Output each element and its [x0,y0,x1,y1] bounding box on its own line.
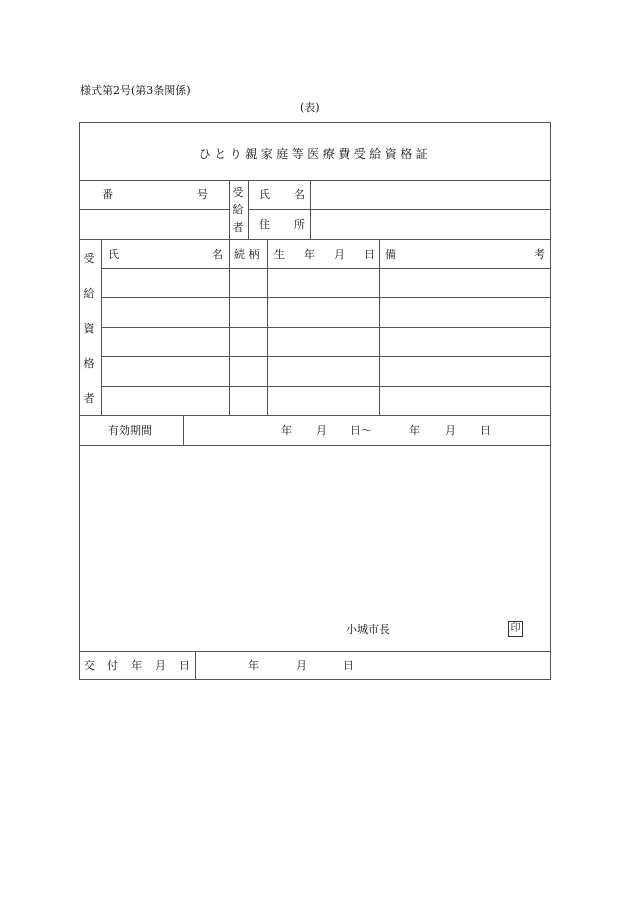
validity-from-year: 年 [281,424,292,437]
eligible-birthdate-field[interactable] [268,328,379,356]
eligible-relationship-field[interactable] [230,269,267,297]
issue-date-label-part: 月 [155,659,166,672]
eligible-name-field[interactable] [102,298,229,327]
row-line [79,651,551,652]
validity-to-month: 月 [445,424,456,437]
header-relationship: 続 柄 [234,248,260,261]
issue-date-month: 月 [296,659,307,672]
eligible-remarks-field[interactable] [380,387,550,415]
row-line [79,239,551,240]
validity-to-day: 日 [480,424,491,437]
recipient-address-field[interactable] [311,210,550,239]
eligible-birthdate-field[interactable] [268,357,379,386]
recipient-address-label-start: 住 [259,218,270,231]
validity-to-year: 年 [409,424,420,437]
eligible-name-field[interactable] [102,328,229,356]
header-name-end: 名 [212,248,223,261]
form-number-label: 様式第2号(第3条関係) [80,84,191,97]
eligible-remarks-field[interactable] [380,269,550,297]
frame-left-line [79,122,80,680]
col-line [229,180,230,239]
header-name-start: 氏 [108,248,119,261]
header-remarks-end: 考 [534,248,545,261]
eligible-relationship-field[interactable] [230,298,267,327]
validity-from-month: 月 [316,424,327,437]
eligible-remarks-field[interactable] [380,328,550,356]
number-label-start: 番 [102,188,113,201]
frame-top-line [79,122,551,123]
eligible-group-label: 資 [83,322,95,335]
validity-period-label: 有効期間 [108,424,152,437]
eligible-birthdate-field[interactable] [268,387,379,415]
eligible-name-field[interactable] [102,269,229,297]
eligible-group-label: 受 [83,252,95,265]
header-remarks-start: 備 [385,248,396,261]
row-line [79,445,551,446]
col-line [183,415,184,445]
frame-bottom-line [79,679,551,680]
issuer-name: 小城市長 [346,623,390,636]
eligible-relationship-field[interactable] [230,328,267,356]
eligible-relationship-field[interactable] [230,387,267,415]
eligible-relationship-field[interactable] [230,357,267,386]
eligible-remarks-field[interactable] [380,357,550,386]
recipient-name-field[interactable] [311,181,550,209]
certificate-title: ひとり親家庭等医療費受給資格証 [198,147,432,161]
header-birthdate-part: 年 [304,248,315,261]
recipient-name-label-start: 氏 [259,188,270,201]
validity-from-day: 日〜 [350,424,372,437]
recipient-group-label: 給 [232,203,244,216]
eligible-group-label: 格 [83,357,95,370]
eligible-birthdate-field[interactable] [268,269,379,297]
issue-date-label-part: 付 [107,659,118,672]
eligible-remarks-field[interactable] [380,298,550,327]
recipient-group-label: 者 [232,221,244,234]
header-birthdate-part: 生 [274,248,285,261]
number-value-field[interactable] [80,210,229,239]
header-birthdate-part: 日 [364,248,375,261]
frame-right-line [550,122,551,680]
issue-date-year: 年 [248,659,259,672]
eligible-birthdate-field[interactable] [268,298,379,327]
header-birthdate-part: 月 [334,248,345,261]
eligible-name-field[interactable] [102,357,229,386]
eligible-group-label: 給 [83,287,95,300]
eligible-group-label: 者 [83,392,95,405]
col-line [195,651,196,679]
official-seal-mark: 印 [508,621,523,637]
issue-date-label-part: 交 [84,659,95,672]
front-side-label: (表) [300,101,320,114]
eligible-name-field[interactable] [102,387,229,415]
issue-date-day: 日 [343,659,354,672]
recipient-group-label: 受 [232,186,244,199]
recipient-name-label-end: 名 [294,188,305,201]
issue-date-label-part: 年 [131,659,142,672]
recipient-address-label-end: 所 [294,218,305,231]
col-line [248,180,249,239]
issue-date-label-part: 日 [179,659,190,672]
number-label-end: 号 [197,188,208,201]
row-line [79,415,551,416]
